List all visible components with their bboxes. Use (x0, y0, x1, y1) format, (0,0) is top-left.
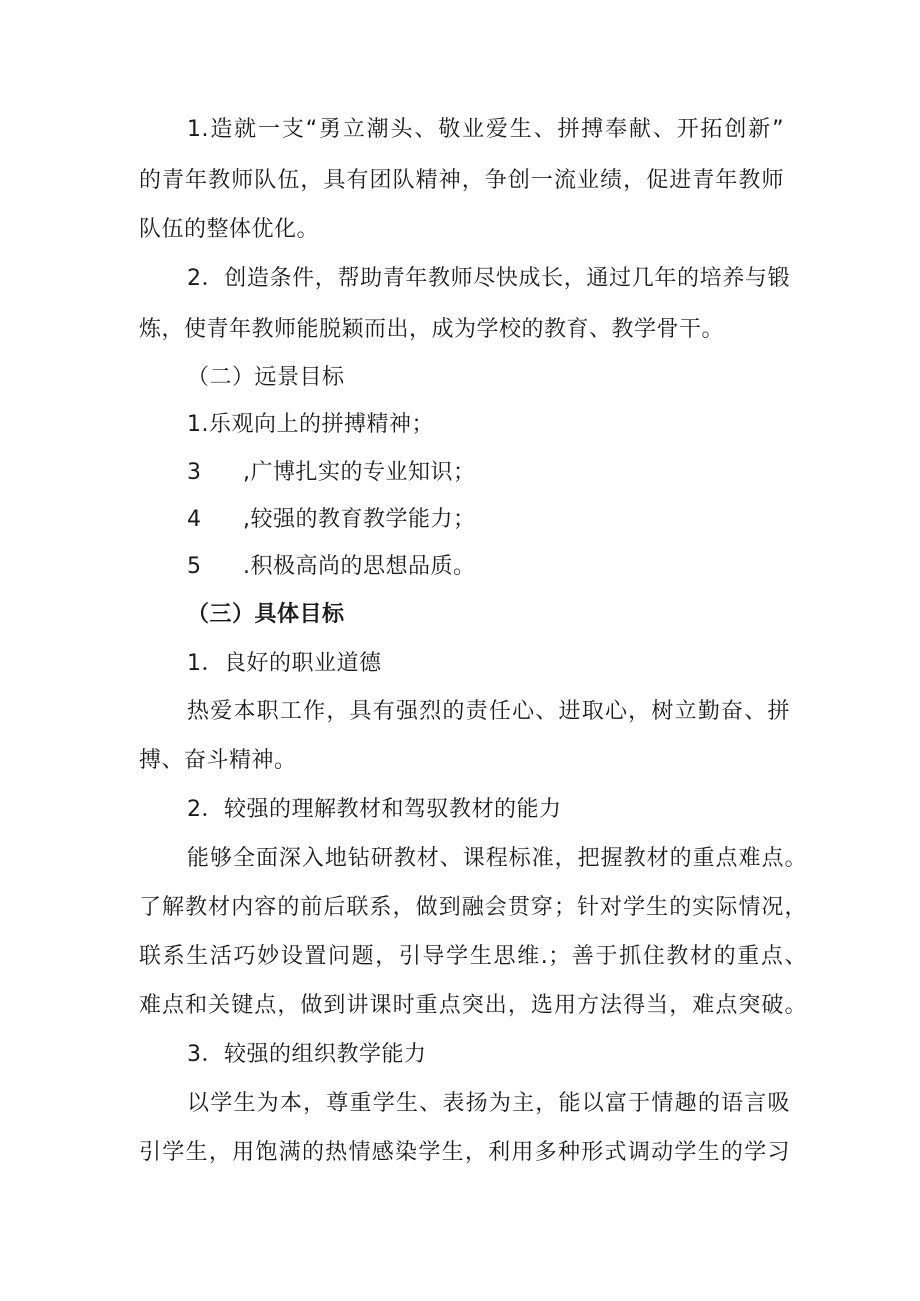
goal-2-title: 2．较强的理解教材和驾驭教材的能力 (187, 797, 562, 822)
paragraph-line: 联系生活巧妙设置问题，引导学生思维.；善于抓住教材的重点、 (139, 944, 807, 969)
goal-1-title: 1．良好的职业道德 (187, 651, 382, 676)
paragraph-line: 的青年教师队伍，具有团队精神，争创一流业绩，促进青年教师 (139, 168, 784, 193)
list-number: 3 (187, 460, 202, 485)
vision-item-4 (187, 505, 476, 535)
list-text: ,较强的教育教学能力； (243, 507, 476, 532)
list-text: ,广博扎实的专业知识； (243, 460, 476, 485)
paragraph-line: 以学生为本，尊重学生、表扬为主，能以富于情趣的语言吸 (187, 1091, 790, 1116)
list-number: 5 (187, 554, 202, 579)
paragraph-line: 2．创造条件，帮助青年教师尽快成长，通过几年的培养与锻 (187, 266, 790, 291)
paragraph-line: 1.造就一支“勇立潮头、敬业爱生、拼搏奉献、开拓创新” (187, 117, 784, 142)
goal-3-title: 3．较强的组织教学能力 (187, 1042, 427, 1067)
section-heading-vision: （二）远景目标 (187, 365, 345, 390)
vision-item-1: 1.乐观向上的拼搏精神； (187, 412, 434, 437)
vision-item-3 (187, 458, 476, 488)
vision-item-5 (187, 552, 476, 582)
paragraph-line: 引学生，用饱满的热情感染学生，利用多种形式调动学生的学习 (139, 1140, 790, 1165)
list-number: 4 (187, 507, 202, 532)
paragraph-line: 难点和关键点，做到讲课时重点突出，选用方法得当，难点突破。 (139, 993, 807, 1018)
paragraph-line: 了解教材内容的前后联系，做到融会贯穿；针对学生的实际情况， (139, 895, 807, 920)
paragraph-line: 炼，使青年教师能脱颖而出，成为学校的教育、教学骨干。 (139, 317, 725, 342)
section-heading-specific: （三）具体目标 (187, 602, 345, 627)
paragraph-line: 搏、奋斗精神。 (139, 748, 297, 773)
paragraph-line: 队伍的整体优化。 (139, 217, 320, 242)
list-text: .积极高尚的思想品质。 (243, 554, 476, 579)
paragraph-line: 能够全面深入地钻研教材、课程标准，把握教材的重点难点。 (187, 846, 807, 871)
paragraph-line: 热爱本职工作，具有强烈的责任心、进取心，树立勤奋、拼 (187, 699, 790, 724)
